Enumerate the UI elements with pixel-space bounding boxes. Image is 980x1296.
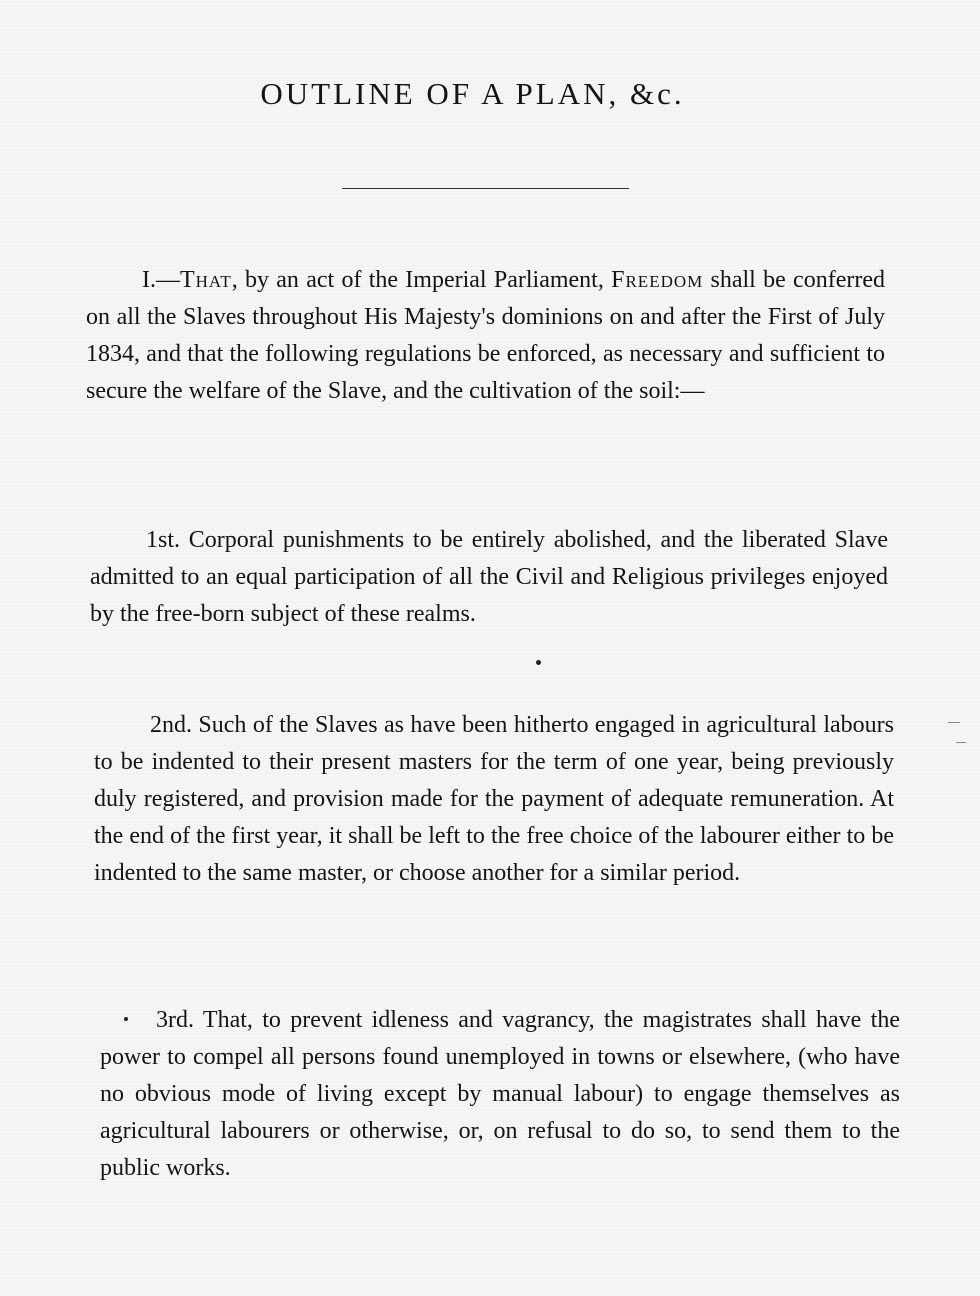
clause-3-text: 3rd. That, to prevent idleness and vagrancy, the magistrates shall have the power to compel all persons found unemployed in towns or elsewhere, (who have no obvious mode of living except by manual labour) to engage themselves as agricultural labourers or otherwise, or, on refusal to do so, to send them to the public works. [100, 1007, 900, 1181]
clause-1 [90, 522, 888, 633]
intro-paragraph [86, 262, 885, 410]
ink-speck [948, 722, 960, 723]
intro-text-b: shall be conferred on all the Slaves throughout His Majesty's dominions on and after the First of July 1834, and that the following regulations be enforced, as necessary and sufficient to secure the welfare of the Slave, and the cultivation of the soil:— [86, 267, 885, 404]
clause-2 [94, 707, 894, 892]
clause-1-text: 1st. Corporal punishments to be entirely abolished, and the liberated Slave admitted to an equal participation of all the Civil and Religious privileges enjoyed by the free-born subject of these realms. [90, 527, 888, 627]
page-title: OUTLINE OF A PLAN, &c. [260, 76, 685, 111]
intro-number: I.— [142, 267, 180, 293]
ink-speck [124, 1017, 128, 1021]
clause-2-text: 2nd. Such of the Slaves as have been hitherto engaged in agricultural labours to be indented to their present masters for the term of one year, being previously duly registered, and provision made for the payment of adequate remuneration. At the end of the first year, it shall be left to the free choice of the labourer either to be indented to the same master, or choose another for a similar period. [94, 712, 894, 886]
title-divider [342, 188, 629, 189]
intro-text-a: , by an act of the Imperial Parliament, [231, 267, 612, 293]
ink-speck [536, 660, 541, 665]
intro-that-word: That [180, 267, 232, 293]
clause-3 [100, 1002, 900, 1187]
intro-freedom-word: Freedom [611, 267, 704, 293]
ink-speck [956, 742, 966, 743]
